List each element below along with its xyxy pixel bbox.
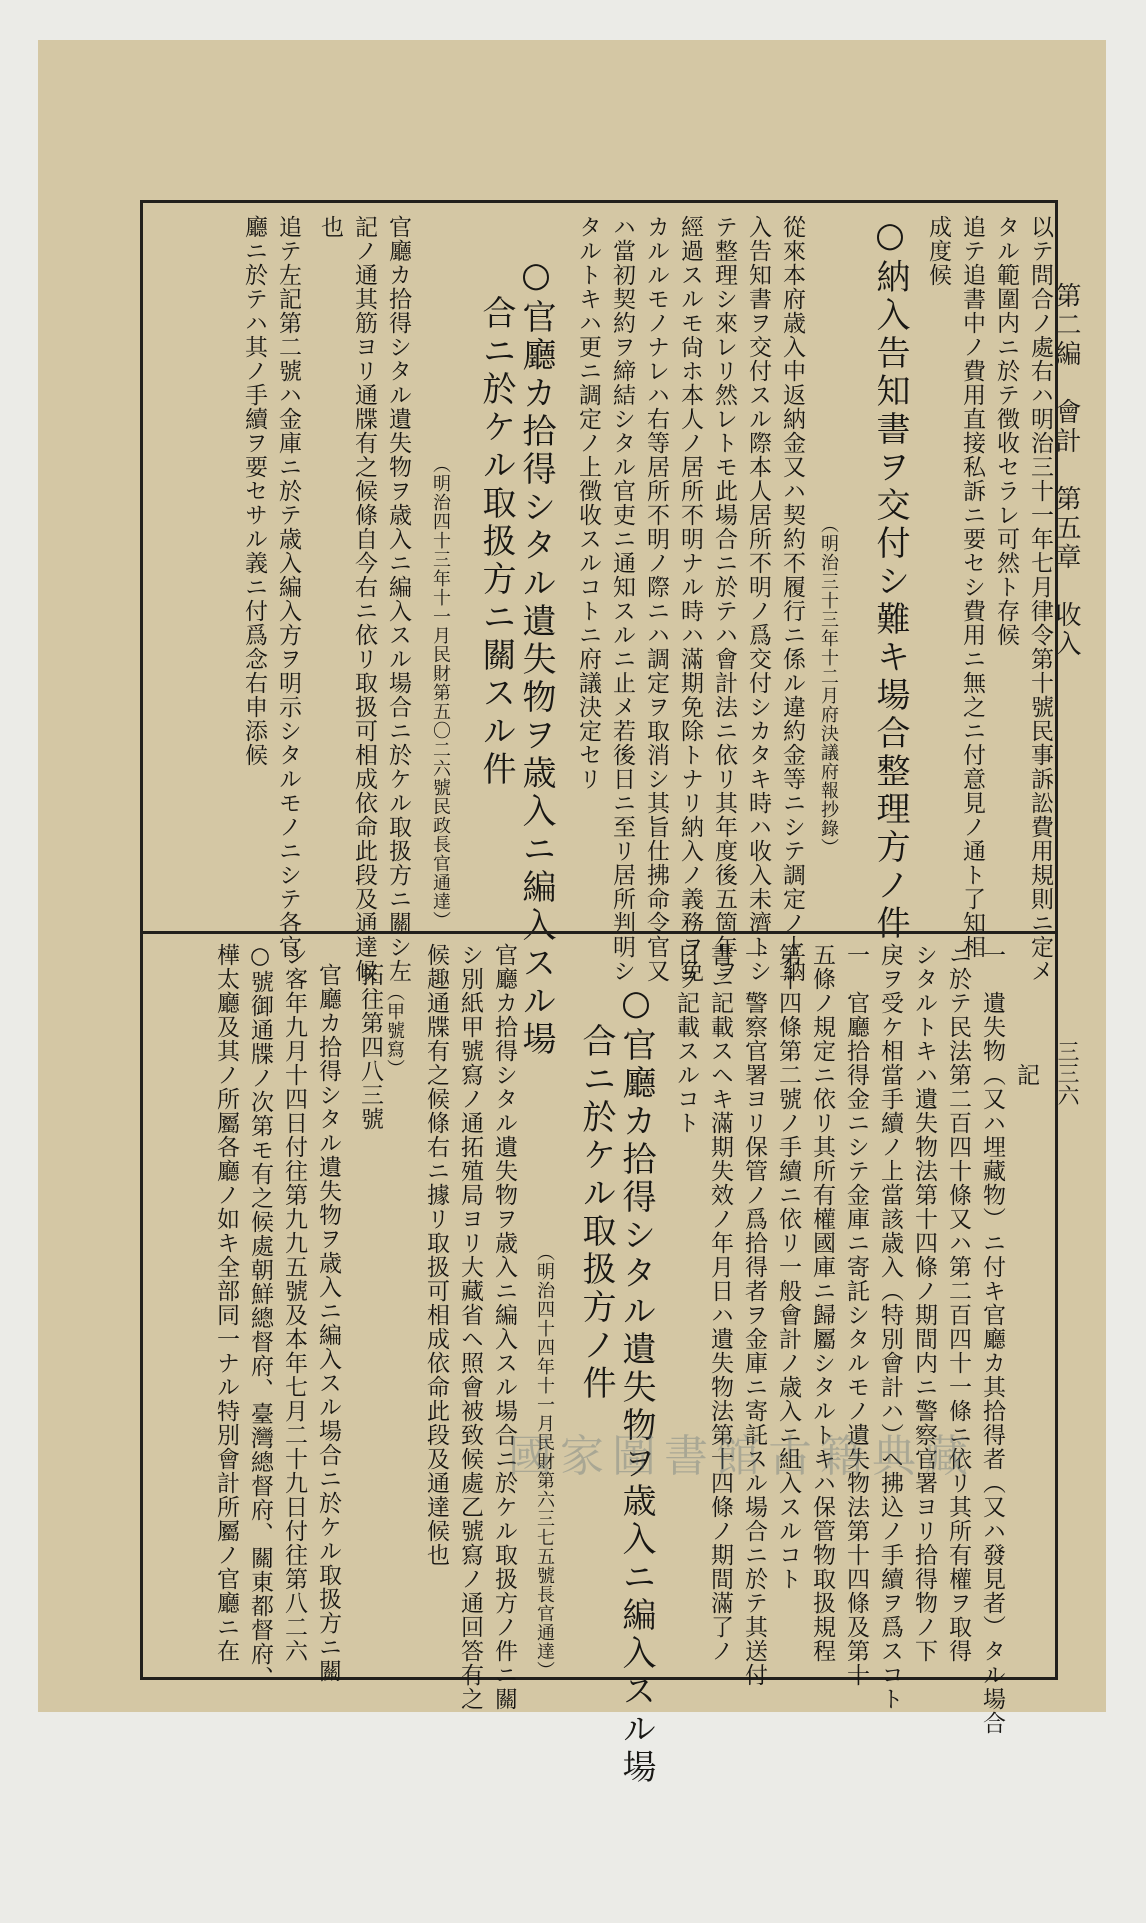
section-title: 合ニ於ケル取扱方ノ件 [576, 1023, 616, 1403]
page-number: 三三六 [1054, 1040, 1079, 1106]
source-note: （明治四十三年十一月民財第五〇二六號民政長官通達） [430, 455, 451, 930]
text-column: 成度候 [925, 215, 951, 287]
text-column: 官廳カ拾得シタル遺失物ヲ歳入ニ編入スル場合ニ於ケル取扱方ニ關シ左 [385, 215, 411, 983]
text-column: 戾ヲ受ケ相當手續ノ上當該歳入（特別會計ハ）ヘ拂込ノ手續ヲ爲スコト [877, 943, 903, 1711]
text-column: 拓往第四八三號 [357, 963, 383, 1131]
text-column: 五條ノ規定ニ依リ其所有權國庫ニ歸屬シタルトキハ保管物取扱規程 [809, 943, 835, 1663]
text-column: 一 警察官署ヨリ保管ノ爲拾得者ヲ金庫ニ寄託スル場合ニ於テ其送付 [741, 943, 767, 1687]
lower-section [143, 943, 1055, 1787]
section-title: ○官廳カ拾得シタル遺失物ヲ歳入ニ編入スル場 [516, 255, 556, 1059]
text-column: 入告知書ヲ交付スル際本人居所不明ノ爲交付シカタキ時ハ收入未濟トシ [745, 215, 771, 983]
text-column: タルトキハ更ニ調定ノ上徴收スルコトニ府議決定セリ [575, 215, 601, 791]
divider [143, 931, 1055, 934]
source-note: （明治四十四年十一月民財第六三七五號長官通達） [534, 1243, 555, 1680]
text-column: 一 遺失物（又ハ埋藏物）ニ付キ官廳カ其拾得者（又ハ發見者）タル場合 [979, 943, 1005, 1735]
section-title: ○納入告知書ヲ交付シ難キ場合整理方ノ件 [870, 215, 910, 943]
text-column: 候趣通牒有之候條右ニ據リ取扱可相成依命此段及通達候也 [423, 943, 449, 1567]
text-column: 追テ追書中ノ費用直接私訴ニ要セシ費用ニ無之ニ付意見ノ通ト了知相 [959, 215, 985, 959]
text-column: 也 [317, 215, 343, 239]
section-title: 合ニ於ケル取扱方ニ關スル件 [476, 295, 516, 789]
text-column: シタルトキハ遺失物法第十四條ノ期間内ニ警察官署ヨリ拾得物ノ下 [911, 943, 937, 1663]
section-title: ○官廳カ拾得シタル遺失物ヲ歳入ニ編入スル場 [616, 983, 656, 1787]
running-header: 第二編 會計 第五章 收入 [1051, 282, 1081, 659]
text-column: 官廳カ拾得シタル遺失物ヲ歳入ニ編入スル場合ニ於ケル取扱方ノ件ニ關 [491, 943, 517, 1711]
text-column: カルルモノナレハ右等居所不明ノ際ニハ調定ヲ取消シ其旨仕拂命令官又 [643, 215, 669, 983]
text-column: 廳ニ於テハ其ノ手續ヲ要セサル義ニ付爲念右申添候 [241, 215, 267, 767]
text-column: 書ニ記載スヘキ滿期失效ノ年月日ハ遺失物法第十四條ノ期間滿了ノ [707, 943, 733, 1663]
text-column: シ客年九月十四日付往第九九五號及本年七月二十九日付往第八二六 [281, 943, 307, 1663]
text-column: 追テ左記第二號ハ金庫ニ於テ歳入編入方ヲ明示シタルモノニシテ各官 [275, 215, 301, 959]
text-column: 樺太廳及其ノ所屬各廳ノ如キ全部同一ナル特別會計所屬ノ官廳ニ在 [213, 943, 239, 1663]
text-column: ○號御通牒ノ次第モ有之候處朝鮮總督府、臺灣總督府、關東都督府、 [247, 943, 273, 1690]
text-column: タル範圍内ニ於テ徴收セラレ可然ト存候 [993, 215, 1019, 647]
text-column: ハ當初契約ヲ締結シタル官吏ニ通知スルニ止メ若後日ニ至リ居所判明シ [609, 215, 635, 983]
text-column: 官廳カ拾得シタル遺失物ヲ歳入ニ編入スル場合ニ於ケル取扱方ニ關 [315, 963, 341, 1683]
sub-heading: （甲號寫） [384, 983, 405, 1078]
text-column: 記ノ通其筋ヨリ通牒有之候條自今右ニ依リ取扱可相成依命此段及通達候 [351, 215, 377, 983]
text-column: 以テ問合ノ處右ハ明治三十一年七月律令第十號民事訴訟費用規則ニ定メ [1027, 215, 1053, 983]
text-column: テ整理シ來レリ然レトモ此場合ニ於テハ會計法ニ依リ其年度後五箇年ヲ [711, 215, 737, 983]
text-column: 第十四條第二號ノ手續ニ依リ一般會計ノ歳入ニ組入スルコト [775, 943, 801, 1591]
text-column: 一 官廳拾得金ニシテ金庫ニ寄託シタルモノ遺失物法第十四條及第十 [843, 943, 869, 1687]
heading-ki: 記 [1013, 1063, 1039, 1087]
book-page [38, 40, 1106, 1787]
text-column: 經過スルモ尙ホ本人ノ居所不明ナル時ハ滿期免除トナリ納入ノ義務ヲ免 [677, 215, 703, 983]
library-watermark: 國家圖書館古籍典藏 [508, 1431, 976, 1482]
text-column: シ別紙甲號寫ノ通拓殖局ヨリ大藏省ヘ照會被致候處乙號寫ノ通回答有之 [457, 943, 483, 1711]
text-column: 日ヲ記載スルコト [673, 943, 699, 1135]
text-column: 從來本府歳入中返納金又ハ契約不履行ニ係ル違約金等ニシテ調定ノ上納 [779, 215, 805, 983]
source-note: （明治三十三年十二月府決議府報抄錄） [818, 515, 839, 857]
text-column: ニ於テ民法第二百四十條又ハ第二百四十一條ニ依リ其所有權ヲ取得 [945, 943, 971, 1663]
